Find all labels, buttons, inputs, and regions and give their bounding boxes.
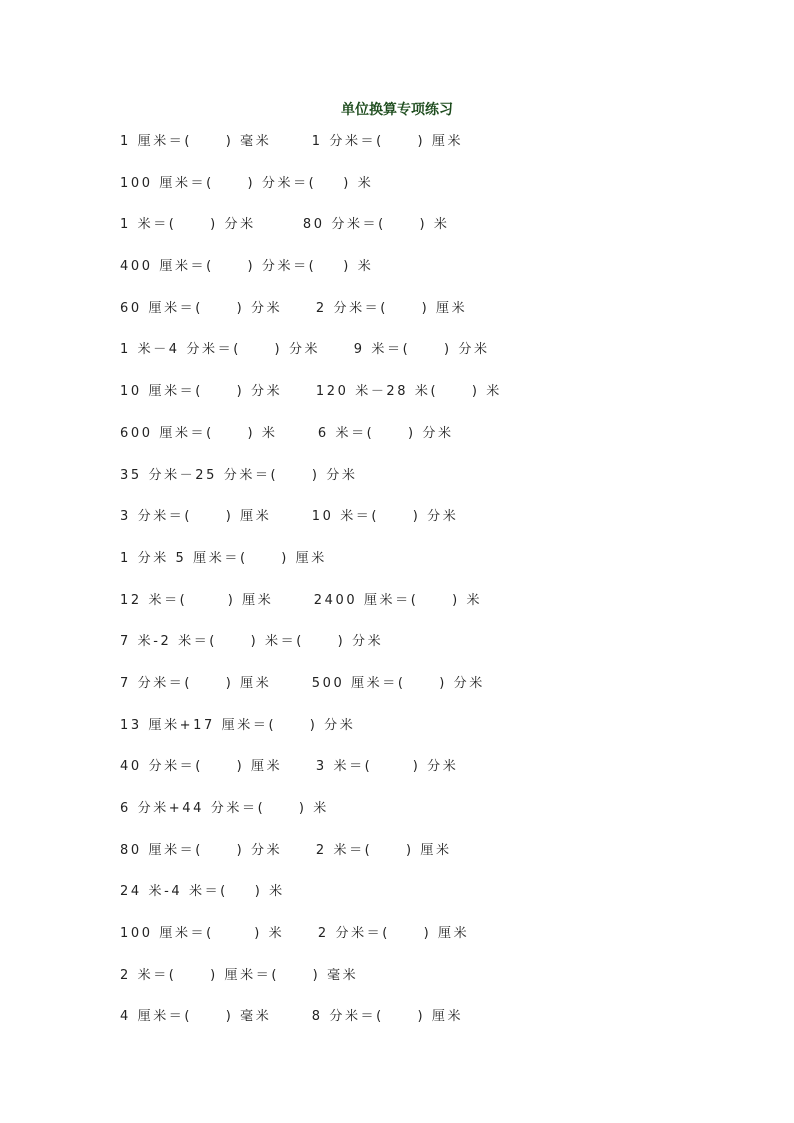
exercise-row-8: 600 厘米＝( ) 米 6 米＝( ) 分米 bbox=[120, 425, 454, 441]
exercise-row-6: 1 米－4 分米＝( ) 分米 9 米＝( ) 分米 bbox=[120, 342, 490, 358]
exercise-row-13: 7 米-2 米＝( ) 米＝( ) 分米 bbox=[120, 634, 384, 650]
exercise-row-11: 1 分米 5 厘米＝( ) 厘米 bbox=[120, 550, 327, 566]
exercise-row-22: 4 厘米＝( ) 毫米 8 分米＝( ) 厘米 bbox=[120, 1009, 464, 1025]
exercise-list bbox=[120, 133, 760, 1050]
exercise-row-1: 1 厘米＝( ) 毫米 1 分米＝( ) 厘米 bbox=[120, 134, 464, 149]
exercise-row-4: 400 厘米＝( ) 分米＝( ) 米 bbox=[120, 259, 374, 275]
exercise-row-12: 12 米＝( ) 厘米 2400 厘米＝( ) 米 bbox=[120, 592, 483, 608]
exercise-row-10: 3 分米＝( ) 厘米 10 米＝( ) 分米 bbox=[120, 509, 459, 525]
exercise-row-21: 2 米＝( ) 厘米＝( ) 毫米 bbox=[120, 967, 359, 983]
exercise-row-5: 60 厘米＝( ) 分米 2 分米＝( ) 厘米 bbox=[120, 300, 468, 316]
exercise-row-17: 6 分米+44 分米＝( ) 米 bbox=[120, 801, 329, 816]
exercise-row-9: 35 分米－25 分米＝( ) 分米 bbox=[120, 467, 358, 483]
exercise-row-7: 10 厘米＝( ) 分米 120 米－28 米( ) 米 bbox=[120, 384, 502, 400]
page-title-text: 单位换算专项练习 bbox=[341, 102, 453, 118]
page-title bbox=[0, 99, 794, 119]
exercise-row-15: 13 厘米+17 厘米＝( ) 分米 bbox=[120, 717, 356, 733]
exercise-row-14: 7 分米＝( ) 厘米 500 厘米＝( ) 分米 bbox=[120, 675, 485, 691]
exercise-row-19: 24 米-4 米＝( ) 米 bbox=[120, 884, 285, 900]
exercise-row-18: 80 厘米＝( ) 分米 2 米＝( ) 厘米 bbox=[120, 842, 452, 858]
exercise-row-20: 100 厘米＝( ) 米 2 分米＝( ) 厘米 bbox=[120, 926, 470, 942]
exercise-row-16: 40 分米＝( ) 厘米 3 米＝( ) 分米 bbox=[120, 759, 459, 775]
exercise-row-3: 1 米＝( ) 分米 80 分米＝( ) 米 bbox=[120, 217, 450, 233]
exercise-row-2: 100 厘米＝( ) 分米＝( ) 米 bbox=[120, 175, 374, 191]
